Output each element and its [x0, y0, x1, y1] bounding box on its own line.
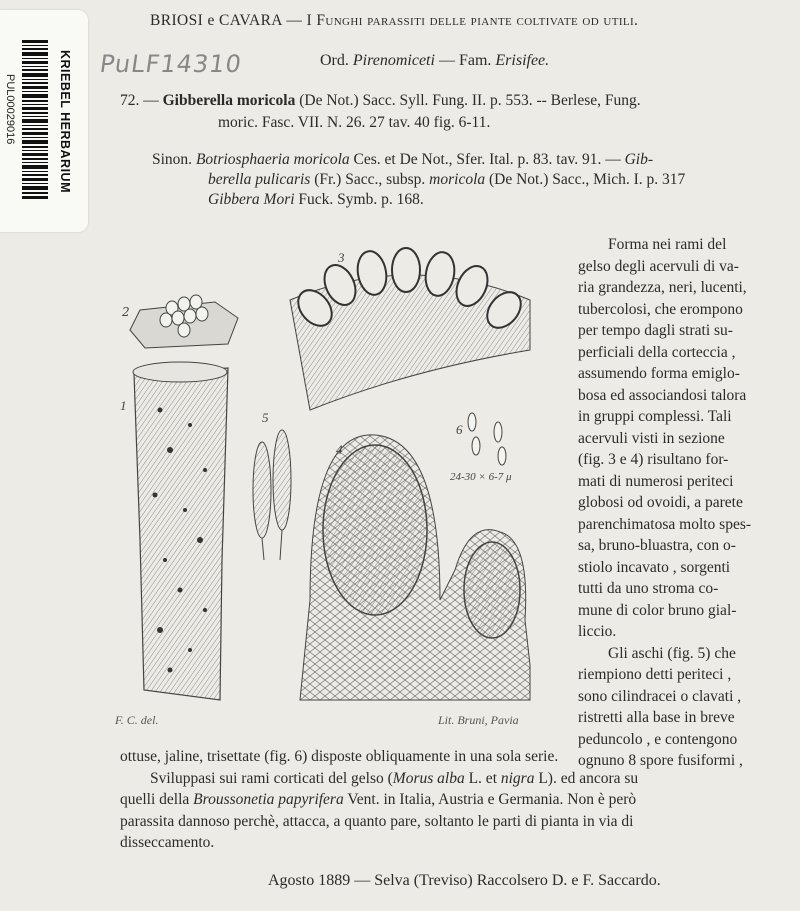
text-run: Vent. in Italia, Austria e Germania. Non è però: [343, 791, 637, 808]
host-name: Broussonetia papyrifera: [193, 791, 344, 808]
description-line: per tempo dagli strati su-: [578, 322, 733, 339]
description-line: sono cilindracei o clavati ,: [578, 687, 742, 705]
figure-5-label: 5: [262, 410, 269, 425]
text-run: quelli della: [120, 791, 194, 808]
family-label: — Fam.: [438, 52, 492, 69]
herbarium-name: KRIEBEL HERBARIUM: [58, 50, 72, 193]
bottom-line-3: [120, 789, 785, 811]
artist-credit: F. C. del.: [115, 713, 159, 727]
description-line: liccio.: [578, 623, 617, 640]
entry-number: 72. —: [120, 92, 159, 109]
bottom-line-1: ottuse, jaline, trisettate (fig. 6) disposte obliquamente in una sola serie.: [120, 748, 559, 765]
text-run: Sviluppasi sui rami corticati del gelso (: [150, 769, 393, 787]
figure-5-asci: [253, 430, 291, 560]
entry-line-2: moric. Fasc. VII. N. 26. 27 tav. 40 fig. 6-11.: [218, 114, 491, 131]
description-line: globosi od ovoidi, a parete: [578, 494, 743, 511]
figure-2-drawing: [130, 295, 238, 348]
description-line: gelso degli acervuli di va-: [578, 257, 739, 275]
host-name: Morus alba: [392, 769, 465, 787]
description-line: mune di color bruno gial-: [578, 601, 737, 619]
handwritten-accession: PuLF14310: [98, 50, 244, 78]
header-dash: —: [286, 12, 303, 29]
bottom-line-5: disseccamento.: [120, 834, 215, 851]
synonym-citation: (Fr.) Sacc., subsp.: [314, 171, 426, 188]
entry-citation: (De Not.) Sacc. Syll. Fung. II. p. 553. -- Berlese, Fung.: [299, 92, 641, 109]
page-header: [150, 12, 638, 30]
description-line: sa, bruno-bluastra, con o-: [578, 537, 736, 554]
synonym-name: berella pulicaris: [208, 171, 311, 188]
description-line: acervuli visti in sezione: [578, 429, 725, 447]
bottom-line-2: [120, 768, 785, 790]
figure-3-section: [290, 248, 530, 410]
synonym-line-1: [152, 151, 653, 169]
text-run: L). ed ancora su: [534, 769, 639, 787]
header-authors: BRIOSI e CAVARA: [150, 12, 283, 29]
description-line: stiolo incavato , sorgenti: [578, 558, 731, 576]
figure-1-label: 1: [120, 398, 127, 413]
description-continued: [120, 746, 785, 854]
figure-3-label: 3: [338, 250, 345, 265]
synonym-line-3: [208, 191, 424, 209]
description-line: in gruppi complessi. Tali: [578, 408, 732, 425]
host-name: nigra: [500, 769, 535, 787]
description-column: [578, 234, 786, 772]
order-name: Pirenomiceti: [352, 52, 435, 69]
spore-size-label: 24-30 × 6-7 μ: [450, 471, 512, 483]
illustration-plate: [110, 240, 570, 740]
order-label: Ord.: [320, 52, 349, 69]
description-line: tutti da uno stroma co-: [578, 580, 719, 597]
lithographer-credit: Lit. Bruni, Pavia: [438, 713, 519, 727]
description-line: (fig. 3 e 4) risultano for-: [578, 451, 729, 468]
description-line: Forma nei rami del: [608, 236, 727, 253]
description-line: Gli aschi (fig. 5) che: [608, 644, 736, 662]
description-line: assumendo forma emiglo-: [578, 365, 740, 382]
synonym-citation: (De Not.) Sacc., Mich. I. p. 317: [489, 171, 686, 188]
synonym-citation: Ces. et De Not., Sfer. Ital. p. 83. tav. 91. —: [353, 151, 621, 168]
synonym-name: Gib-: [624, 151, 654, 168]
barcode-icon: [22, 40, 48, 200]
figure-6-label: 6: [456, 422, 463, 437]
herbarium-tag: [0, 10, 88, 232]
synonym-line-2: [208, 171, 685, 189]
synonym-label: Sinon.: [152, 151, 193, 168]
description-line: ristretti alla base in breve: [578, 709, 735, 726]
description-line: parenchimatosa molto spes-: [578, 515, 752, 533]
collection-footer: Agosto 1889 — Selva (Treviso) Raccolsero D. e F. Saccardo.: [268, 872, 661, 889]
description-line: bosa ed associandosi talora: [578, 386, 747, 404]
barcode-number: PUL00029016: [4, 74, 16, 145]
description-line: peduncolo , e contengono: [578, 730, 738, 748]
figure-4-label: 4: [336, 442, 343, 457]
description-line: ria grandezza, neri, lucenti,: [578, 279, 747, 296]
figure-6-spores: [468, 413, 506, 465]
header-series-title: I Funghi parassiti delle piante coltivate od utili.: [306, 12, 639, 29]
description-line: mati di numerosi periteci: [578, 472, 734, 490]
description-line: ognuno 8 spore fusiformi ,: [578, 752, 743, 769]
species-name: Gibberella moricola: [162, 92, 296, 109]
description-line: perficiali della corteccia ,: [578, 343, 736, 361]
order-line: [320, 52, 549, 70]
synonym-name: moricola: [429, 171, 486, 188]
bottom-line-4: parassita dannoso perchè, attacca, a quanto pare, soltanto le parti di pianta in via di: [120, 812, 634, 830]
family-name: Erisifee.: [495, 52, 550, 69]
synonym-name: Gibbera Mori: [208, 191, 295, 208]
figure-2-label: 2: [122, 305, 130, 319]
synonym-name: Botriosphaeria moricola: [195, 151, 350, 168]
synonym-citation: Fuck. Symb. p. 168.: [298, 191, 424, 208]
entry-line-1: [120, 92, 641, 110]
description-line: riempiono detti periteci ,: [578, 666, 732, 683]
text-run: L. et: [464, 769, 501, 787]
figure-1-branch: [133, 362, 228, 700]
description-line: tubercolosi, che erompono: [578, 300, 743, 318]
